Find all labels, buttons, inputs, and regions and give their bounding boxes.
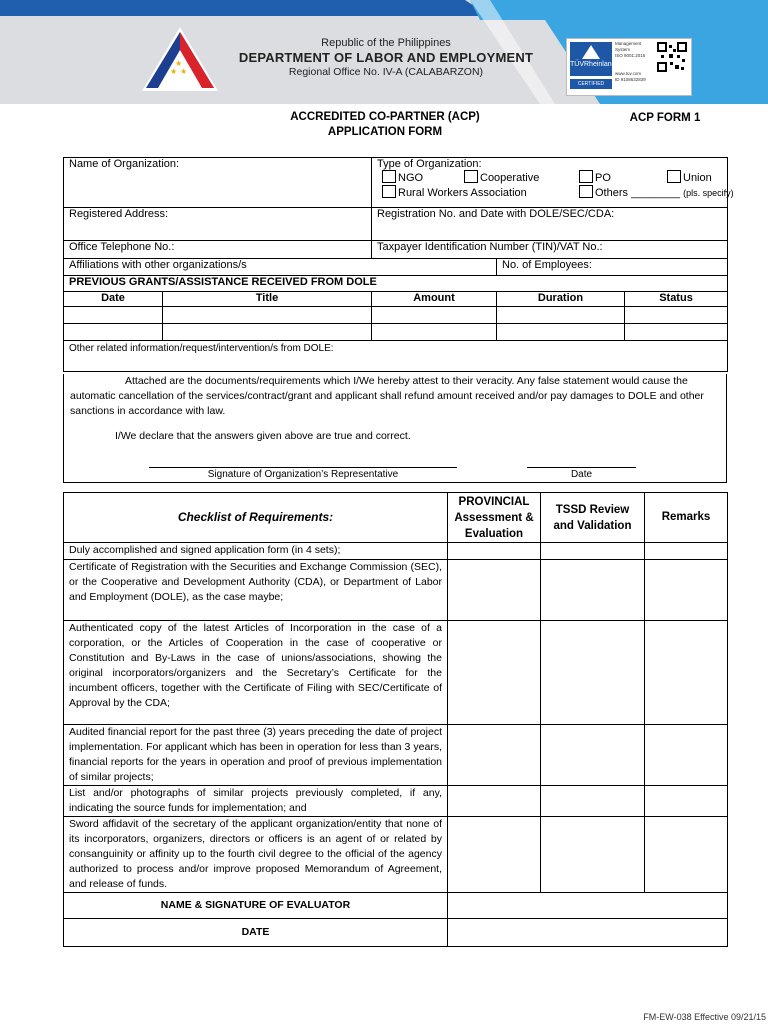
declaration-statement: I/We declare that the answers given above are true and correct. [115, 430, 411, 442]
checklist-item: Audited financial report for the past three (3) years preceding the date of project implementation. For applicant which has been in operation for less than 3 years, financial reports for the years in operation and proof of previous implementation of similar projects; [64, 725, 448, 786]
grant-cell[interactable] [497, 324, 625, 341]
dole-logo-icon [140, 24, 220, 94]
declaration-box [63, 374, 727, 483]
republic-label: Republic of the Philippines [321, 37, 451, 49]
checklist-row [64, 725, 728, 786]
grant-cell[interactable] [625, 324, 728, 341]
rural-workers-checkbox[interactable] [382, 185, 396, 198]
checklist-item: List and/or photographs of similar projects previously completed, if any, indicating the source funds for implementation; and [64, 786, 448, 817]
tssd-column-header: TSSD Review and Validation [541, 493, 645, 543]
grant-cell[interactable] [64, 307, 163, 324]
grant-col-duration: Duration [497, 292, 625, 307]
provincial-cell[interactable] [448, 817, 541, 893]
grant-col-status: Status [625, 292, 728, 307]
tuv-logo-icon [570, 42, 616, 76]
po-label: PO [595, 172, 611, 184]
agency-name: DEPARTMENT OF LABOR AND EMPLOYMENT [238, 50, 534, 65]
grant-col-title: Title [163, 292, 372, 307]
tuv-brand: TÜVRheinland [570, 61, 616, 68]
provincial-cell[interactable] [448, 725, 541, 786]
tssd-cell[interactable] [541, 817, 645, 893]
cert-system: Management System [615, 41, 642, 52]
form-title-line2: APPLICATION FORM [327, 126, 443, 138]
tssd-cell[interactable] [541, 786, 645, 817]
grant-cell[interactable] [163, 307, 372, 324]
grant-cell[interactable] [625, 307, 728, 324]
union-checkbox[interactable] [667, 170, 681, 183]
registration-number-label: Registration No. and Date with DOLE/SEC/CDA: [377, 208, 615, 220]
provincial-cell[interactable] [448, 621, 541, 725]
regional-office-label: Regional Office No. IV-A (CALABARZON) [288, 66, 484, 78]
checklist-row [64, 560, 728, 621]
checklist-row [64, 786, 728, 817]
union-label: Union [683, 172, 712, 184]
ngo-label: NGO [398, 172, 424, 184]
registration-number-field[interactable] [372, 208, 728, 241]
grant-cell[interactable] [372, 307, 497, 324]
remarks-cell[interactable] [645, 621, 728, 725]
checklist-row [64, 543, 728, 560]
name-of-organization-label: Name of Organization: [69, 158, 180, 170]
grant-cell[interactable] [163, 324, 372, 341]
grant-col-date: Date [64, 292, 163, 307]
grant-cell[interactable] [64, 324, 163, 341]
form-title [240, 110, 530, 140]
remarks-cell[interactable] [645, 786, 728, 817]
ngo-checkbox[interactable] [382, 170, 396, 183]
checklist-item: Authenticated copy of the latest Articles of Incorporation in the case of a corporation, or the Articles of Cooperation in the case of cooperative or Constitution and By-Laws in the case of unions/associations, showing the original incorporators/organizers and the Secretary’s Certificate for the incumbent officers, together with the Certificate of Filing with SEC/Certificate of Approval by the CDA; [64, 621, 448, 725]
remarks-cell[interactable] [645, 725, 728, 786]
cooperative-checkbox[interactable] [464, 170, 478, 183]
employees-label: No. of Employees: [502, 259, 592, 271]
cert-standard: ISO 9001:2015 [615, 53, 646, 58]
svg-text:★: ★ [175, 59, 183, 68]
telephone-field[interactable] [64, 241, 372, 259]
declaration-paragraph: Attached are the documents/requirements which I/We hereby attest to their veracity. Any false statement would cause the automatic cancellation of the services/contract/grant and applicant shall refund amount received and/or pay damages to DOLE and other sanctions in accordance with law. [70, 375, 704, 417]
checklist-heading: Checklist of Requirements: [64, 493, 448, 543]
type-of-organization-label: Type of Organization: [377, 158, 482, 170]
tssd-cell[interactable] [541, 560, 645, 621]
others-label: Others ________ [595, 187, 681, 199]
remarks-column-header: Remarks [645, 493, 728, 543]
svg-text:★: ★ [170, 67, 178, 76]
date-label: Date [570, 469, 593, 480]
signature-line[interactable] [149, 467, 457, 468]
date-line[interactable] [527, 467, 636, 468]
type-of-organization-field [372, 158, 734, 208]
remarks-cell[interactable] [645, 543, 728, 560]
grant-cell[interactable] [372, 324, 497, 341]
remarks-cell[interactable] [645, 560, 728, 621]
evaluation-date-field[interactable] [448, 919, 728, 947]
other-info-field[interactable] [64, 341, 728, 372]
other-info-label: Other related information/request/intervention/s from DOLE: [69, 343, 334, 354]
provincial-cell[interactable] [448, 786, 541, 817]
checklist-item: Sword affidavit of the secretary of the applicant organization/entity that none of its incorporators, organizers, directors or officers is an agent of or related by consanguinity or affinity up to the fourth civil degree to the official of the agency authorized to process and/or improve proposed Memorandum of Agreement, and release of funds. [64, 817, 448, 893]
tssd-cell[interactable] [541, 725, 645, 786]
others-checkbox[interactable] [579, 185, 593, 198]
checklist-row [64, 817, 728, 893]
provincial-column-header: PROVINCIAL Assessment & Evaluation [448, 493, 541, 543]
name-of-organization-field[interactable] [64, 158, 372, 208]
qr-code-icon [657, 42, 687, 72]
checklist-table [63, 492, 728, 947]
checklist-row [64, 621, 728, 725]
employees-field[interactable] [497, 259, 728, 276]
evaluator-label: NAME & SIGNATURE OF EVALUATOR [64, 893, 448, 919]
certified-label: CERTIFIED [570, 79, 612, 89]
po-checkbox[interactable] [579, 170, 593, 183]
provincial-cell[interactable] [448, 543, 541, 560]
rural-workers-label: Rural Workers Association [398, 187, 527, 199]
form-footer-code: FM-EW-038 Effective 09/21/15 [643, 1012, 766, 1022]
evaluation-date-label: DATE [64, 919, 448, 947]
previous-grants-heading: PREVIOUS GRANTS/ASSISTANCE RECEIVED FROM DOLE [64, 276, 728, 292]
cooperative-label: Cooperative [480, 172, 540, 184]
provincial-cell[interactable] [448, 560, 541, 621]
affiliations-field[interactable] [64, 259, 497, 276]
cert-url: www.tuv.com [615, 71, 642, 76]
cert-id: ID 9108632839 [615, 77, 646, 82]
tin-label: Taxpayer Identification Number (TIN)/VAT No.: [377, 241, 603, 253]
agency-name-block [228, 36, 544, 79]
form-code: ACP FORM 1 [629, 112, 701, 124]
remarks-cell[interactable] [645, 817, 728, 893]
tssd-cell[interactable] [541, 543, 645, 560]
evaluator-signature-field[interactable] [448, 893, 728, 919]
application-form-table [63, 157, 734, 372]
registered-address-field[interactable] [64, 208, 372, 241]
cert-text [615, 41, 657, 83]
form-title-line1: ACCREDITED CO-PARTNER (ACP) [290, 111, 480, 123]
grant-row [64, 324, 728, 341]
affiliations-label: Affiliations with other organizations/s [69, 259, 247, 271]
checklist-item: Certificate of Registration with the Securities and Exchange Commission (SEC), or the Cooperative and Development Authority (CDA), or Department of Labor and Employment (DOLE), as the case maybe; [64, 560, 448, 621]
tin-field[interactable] [372, 241, 728, 259]
signature-label: Signature of Organization’s Representative [207, 469, 399, 480]
checklist-item: Duly accomplished and signed application form (in 4 sets); [64, 543, 448, 560]
tssd-cell[interactable] [541, 621, 645, 725]
grant-col-amount: Amount [372, 292, 497, 307]
specify-label: (pls. specify) [683, 188, 734, 198]
header-banner [0, 0, 768, 104]
registered-address-label: Registered Address: [69, 208, 169, 220]
svg-text:★: ★ [180, 67, 188, 76]
telephone-label: Office Telephone No.: [69, 241, 175, 253]
grant-row [64, 307, 728, 324]
grant-cell[interactable] [497, 307, 625, 324]
tuv-certification-badge [566, 38, 692, 96]
